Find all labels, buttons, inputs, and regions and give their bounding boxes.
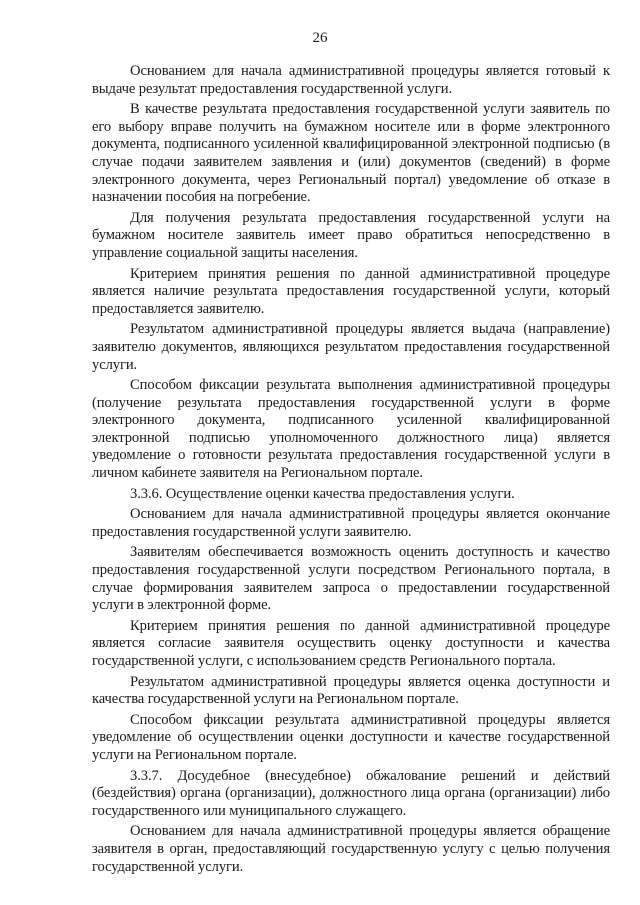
- paragraph: Результатом административной процедуры является оценка доступности и качества государственной услуги на Региональном портале.: [92, 673, 610, 708]
- paragraph: Основанием для начала административной процедуры является готовый к выдаче результат предоставления государственной услуги.: [92, 63, 610, 97]
- paragraph: Основанием для начала административной процедуры является обращение заявителя в орган, предоставляющий государственную услугу с целью получения государственной услуги.: [92, 823, 610, 875]
- page-number: 26: [312, 30, 328, 46]
- paragraph: В качестве результата предоставления государственной услуги заявитель по его выбору вправе получить на бумажном носителе или в форме электронного документа, подписанного усиленной квалифицированной электронной подписью (в случае подачи заявителем заявления и (или) документов (сведений) в форме электронного документа, через Региональный портал) уведомление об отказе в назначении пособия на погребение.: [92, 101, 610, 206]
- paragraph: Результатом административной процедуры является выдача (направление) заявителю документов, являющихся результатом предоставления государственной услуги.: [92, 321, 610, 373]
- section-heading-3-3-7: 3.3.7. Досудебное (внесудебное) обжалование решений и действий (бездействия) органа (организации), должностного лица органа (организации) либо государственного или муниципального служащего.: [92, 767, 610, 819]
- paragraph: Основанием для начала административной процедуры является окончание предоставления государственной услуги заявителю.: [92, 506, 610, 540]
- paragraph: Способом фиксации результата выполнения административной процедуры (получение результата предоставления государственной услуги в форме электронного документа, подписанного усиленной квалифицированной электронной подписью уполномоченного должностного лица) является уведомление о готовности результата предоставления государственной услуги в личном кабинете заявителя на Региональном портале.: [92, 377, 610, 482]
- paragraph: Для получения результата предоставления государственной услуги на бумажном носителе заявитель имеет право обратиться непосредственно в управление социальной защиты населения.: [92, 209, 610, 261]
- document-body: [92, 63, 610, 876]
- section-heading-3-3-6: 3.3.6. Осуществление оценки качества предоставления услуги.: [130, 485, 515, 502]
- paragraph: Критерием принятия решения по данной административной процедуре является наличие результата предоставления государственной услуги, который предоставляется заявителю.: [92, 265, 610, 317]
- paragraph: Способом фиксации результата административной процедуры является уведомление об осуществлении оценки доступности и качестве государственной услуги на Региональном портале.: [92, 711, 610, 763]
- paragraph: Заявителям обеспечивается возможность оценить доступность и качество предоставления государственной услуги посредством Регионального портала, в случае формирования заявителем запроса о предоставлении государственной услуги в электронной форме.: [92, 544, 610, 614]
- paragraph: Критерием принятия решения по данной административной процедуре является согласие заявителя осуществить оценку доступности и качества государственной услуги, с использованием средств Регионального портала.: [92, 617, 610, 669]
